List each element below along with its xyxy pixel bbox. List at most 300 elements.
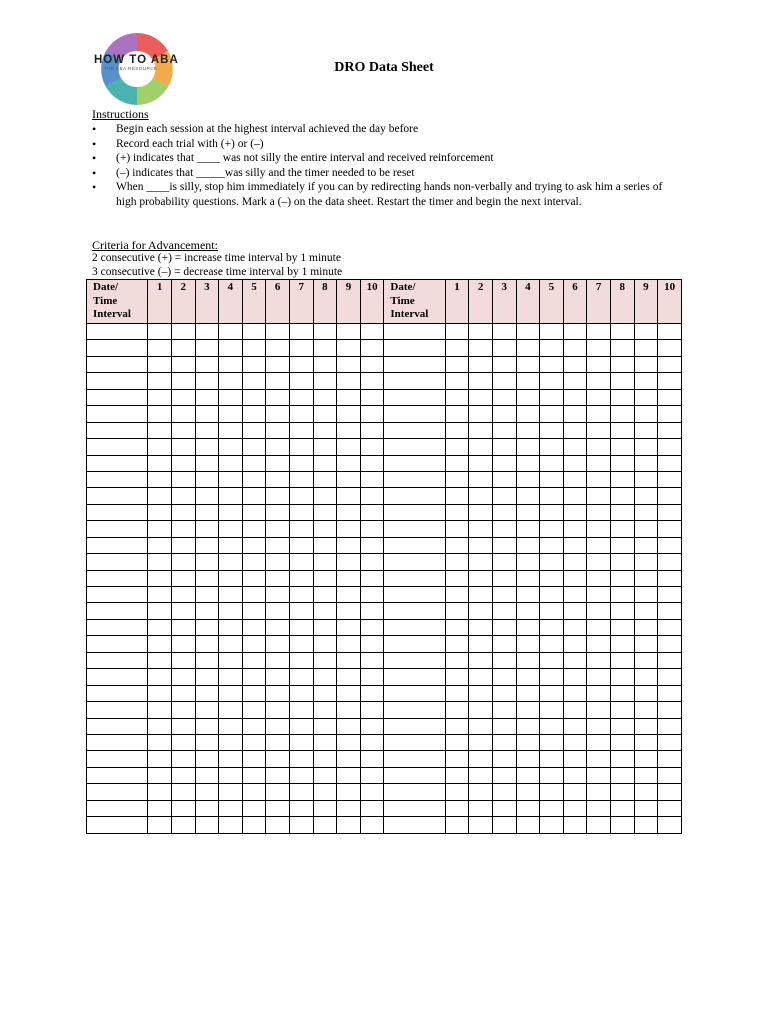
- date-time-cell[interactable]: [87, 537, 148, 553]
- date-time-cell[interactable]: [384, 521, 445, 537]
- trial-cell[interactable]: [337, 784, 361, 800]
- trial-cell[interactable]: [171, 718, 195, 734]
- trial-cell[interactable]: [469, 389, 493, 405]
- trial-cell[interactable]: [195, 406, 219, 422]
- trial-cell[interactable]: [148, 652, 172, 668]
- trial-cell[interactable]: [658, 636, 682, 652]
- trial-cell[interactable]: [171, 488, 195, 504]
- trial-cell[interactable]: [289, 800, 313, 816]
- trial-cell[interactable]: [634, 340, 658, 356]
- trial-cell[interactable]: [587, 734, 611, 750]
- trial-cell[interactable]: [289, 471, 313, 487]
- trial-cell[interactable]: [492, 751, 516, 767]
- trial-cell[interactable]: [219, 389, 243, 405]
- trial-cell[interactable]: [289, 455, 313, 471]
- trial-cell[interactable]: [289, 554, 313, 570]
- trial-cell[interactable]: [171, 800, 195, 816]
- trial-cell[interactable]: [242, 389, 266, 405]
- date-time-cell[interactable]: [87, 603, 148, 619]
- trial-cell[interactable]: [634, 784, 658, 800]
- trial-cell[interactable]: [563, 488, 587, 504]
- trial-cell[interactable]: [148, 734, 172, 750]
- trial-cell[interactable]: [492, 587, 516, 603]
- trial-cell[interactable]: [195, 669, 219, 685]
- trial-cell[interactable]: [195, 455, 219, 471]
- trial-cell[interactable]: [540, 784, 564, 800]
- trial-cell[interactable]: [360, 603, 384, 619]
- trial-cell[interactable]: [445, 422, 469, 438]
- trial-cell[interactable]: [171, 455, 195, 471]
- trial-cell[interactable]: [171, 521, 195, 537]
- trial-cell[interactable]: [445, 718, 469, 734]
- trial-cell[interactable]: [171, 669, 195, 685]
- date-time-cell[interactable]: [384, 817, 445, 833]
- trial-cell[interactable]: [634, 603, 658, 619]
- trial-cell[interactable]: [634, 389, 658, 405]
- trial-cell[interactable]: [469, 652, 493, 668]
- trial-cell[interactable]: [445, 751, 469, 767]
- trial-cell[interactable]: [313, 817, 337, 833]
- trial-cell[interactable]: [492, 652, 516, 668]
- trial-cell[interactable]: [587, 767, 611, 783]
- trial-cell[interactable]: [195, 767, 219, 783]
- trial-cell[interactable]: [242, 669, 266, 685]
- trial-cell[interactable]: [610, 356, 634, 372]
- trial-cell[interactable]: [171, 389, 195, 405]
- trial-cell[interactable]: [219, 817, 243, 833]
- trial-cell[interactable]: [610, 767, 634, 783]
- date-time-cell[interactable]: [384, 669, 445, 685]
- trial-cell[interactable]: [658, 767, 682, 783]
- trial-cell[interactable]: [337, 537, 361, 553]
- trial-cell[interactable]: [469, 767, 493, 783]
- trial-cell[interactable]: [360, 554, 384, 570]
- date-time-cell[interactable]: [87, 587, 148, 603]
- date-time-cell[interactable]: [87, 554, 148, 570]
- trial-cell[interactable]: [445, 537, 469, 553]
- trial-cell[interactable]: [445, 439, 469, 455]
- trial-cell[interactable]: [492, 504, 516, 520]
- trial-cell[interactable]: [610, 669, 634, 685]
- trial-cell[interactable]: [540, 471, 564, 487]
- trial-cell[interactable]: [516, 488, 540, 504]
- trial-cell[interactable]: [516, 702, 540, 718]
- trial-cell[interactable]: [445, 455, 469, 471]
- trial-cell[interactable]: [492, 422, 516, 438]
- trial-cell[interactable]: [563, 324, 587, 340]
- trial-cell[interactable]: [587, 356, 611, 372]
- trial-cell[interactable]: [242, 356, 266, 372]
- trial-cell[interactable]: [242, 817, 266, 833]
- trial-cell[interactable]: [516, 389, 540, 405]
- trial-cell[interactable]: [492, 324, 516, 340]
- date-time-cell[interactable]: [384, 537, 445, 553]
- trial-cell[interactable]: [516, 767, 540, 783]
- trial-cell[interactable]: [266, 800, 290, 816]
- trial-cell[interactable]: [658, 800, 682, 816]
- trial-cell[interactable]: [445, 685, 469, 701]
- trial-cell[interactable]: [360, 521, 384, 537]
- trial-cell[interactable]: [563, 685, 587, 701]
- trial-cell[interactable]: [289, 652, 313, 668]
- trial-cell[interactable]: [313, 619, 337, 635]
- date-time-cell[interactable]: [384, 603, 445, 619]
- trial-cell[interactable]: [445, 603, 469, 619]
- trial-cell[interactable]: [148, 587, 172, 603]
- trial-cell[interactable]: [337, 570, 361, 586]
- trial-cell[interactable]: [445, 406, 469, 422]
- date-time-cell[interactable]: [87, 455, 148, 471]
- trial-cell[interactable]: [587, 669, 611, 685]
- trial-cell[interactable]: [610, 800, 634, 816]
- trial-cell[interactable]: [445, 389, 469, 405]
- trial-cell[interactable]: [219, 800, 243, 816]
- trial-cell[interactable]: [337, 669, 361, 685]
- trial-cell[interactable]: [266, 636, 290, 652]
- trial-cell[interactable]: [195, 718, 219, 734]
- trial-cell[interactable]: [445, 619, 469, 635]
- trial-cell[interactable]: [634, 751, 658, 767]
- date-time-cell[interactable]: [384, 619, 445, 635]
- trial-cell[interactable]: [563, 389, 587, 405]
- trial-cell[interactable]: [658, 504, 682, 520]
- trial-cell[interactable]: [658, 340, 682, 356]
- trial-cell[interactable]: [360, 587, 384, 603]
- trial-cell[interactable]: [313, 373, 337, 389]
- trial-cell[interactable]: [171, 702, 195, 718]
- trial-cell[interactable]: [516, 406, 540, 422]
- trial-cell[interactable]: [540, 455, 564, 471]
- date-time-cell[interactable]: [87, 406, 148, 422]
- trial-cell[interactable]: [516, 504, 540, 520]
- trial-cell[interactable]: [658, 373, 682, 389]
- trial-cell[interactable]: [289, 685, 313, 701]
- trial-cell[interactable]: [492, 439, 516, 455]
- trial-cell[interactable]: [610, 652, 634, 668]
- trial-cell[interactable]: [516, 537, 540, 553]
- trial-cell[interactable]: [219, 455, 243, 471]
- trial-cell[interactable]: [171, 652, 195, 668]
- trial-cell[interactable]: [337, 636, 361, 652]
- trial-cell[interactable]: [634, 619, 658, 635]
- trial-cell[interactable]: [313, 356, 337, 372]
- trial-cell[interactable]: [469, 488, 493, 504]
- trial-cell[interactable]: [516, 455, 540, 471]
- trial-cell[interactable]: [242, 619, 266, 635]
- trial-cell[interactable]: [492, 734, 516, 750]
- trial-cell[interactable]: [469, 751, 493, 767]
- trial-cell[interactable]: [337, 652, 361, 668]
- trial-cell[interactable]: [219, 603, 243, 619]
- trial-cell[interactable]: [445, 356, 469, 372]
- trial-cell[interactable]: [634, 439, 658, 455]
- trial-cell[interactable]: [540, 504, 564, 520]
- trial-cell[interactable]: [658, 702, 682, 718]
- trial-cell[interactable]: [587, 471, 611, 487]
- trial-cell[interactable]: [469, 784, 493, 800]
- trial-cell[interactable]: [516, 800, 540, 816]
- trial-cell[interactable]: [516, 751, 540, 767]
- trial-cell[interactable]: [148, 784, 172, 800]
- trial-cell[interactable]: [658, 619, 682, 635]
- trial-cell[interactable]: [219, 702, 243, 718]
- trial-cell[interactable]: [658, 817, 682, 833]
- trial-cell[interactable]: [658, 587, 682, 603]
- trial-cell[interactable]: [242, 603, 266, 619]
- trial-cell[interactable]: [469, 537, 493, 553]
- trial-cell[interactable]: [492, 669, 516, 685]
- trial-cell[interactable]: [242, 340, 266, 356]
- trial-cell[interactable]: [516, 734, 540, 750]
- trial-cell[interactable]: [242, 784, 266, 800]
- trial-cell[interactable]: [360, 636, 384, 652]
- trial-cell[interactable]: [360, 751, 384, 767]
- trial-cell[interactable]: [658, 685, 682, 701]
- trial-cell[interactable]: [195, 422, 219, 438]
- trial-cell[interactable]: [313, 570, 337, 586]
- trial-cell[interactable]: [219, 669, 243, 685]
- trial-cell[interactable]: [195, 389, 219, 405]
- trial-cell[interactable]: [360, 373, 384, 389]
- date-time-cell[interactable]: [384, 504, 445, 520]
- trial-cell[interactable]: [337, 619, 361, 635]
- trial-cell[interactable]: [634, 554, 658, 570]
- trial-cell[interactable]: [516, 718, 540, 734]
- trial-cell[interactable]: [516, 636, 540, 652]
- trial-cell[interactable]: [148, 669, 172, 685]
- trial-cell[interactable]: [266, 471, 290, 487]
- trial-cell[interactable]: [360, 455, 384, 471]
- trial-cell[interactable]: [171, 324, 195, 340]
- trial-cell[interactable]: [634, 504, 658, 520]
- trial-cell[interactable]: [266, 751, 290, 767]
- trial-cell[interactable]: [148, 439, 172, 455]
- trial-cell[interactable]: [360, 817, 384, 833]
- date-time-cell[interactable]: [384, 389, 445, 405]
- trial-cell[interactable]: [516, 587, 540, 603]
- trial-cell[interactable]: [563, 636, 587, 652]
- trial-cell[interactable]: [445, 702, 469, 718]
- trial-cell[interactable]: [610, 504, 634, 520]
- trial-cell[interactable]: [610, 406, 634, 422]
- trial-cell[interactable]: [492, 554, 516, 570]
- date-time-cell[interactable]: [87, 800, 148, 816]
- trial-cell[interactable]: [516, 784, 540, 800]
- trial-cell[interactable]: [445, 817, 469, 833]
- trial-cell[interactable]: [563, 521, 587, 537]
- trial-cell[interactable]: [195, 521, 219, 537]
- trial-cell[interactable]: [360, 734, 384, 750]
- trial-cell[interactable]: [360, 488, 384, 504]
- trial-cell[interactable]: [148, 422, 172, 438]
- trial-cell[interactable]: [242, 652, 266, 668]
- trial-cell[interactable]: [658, 734, 682, 750]
- date-time-cell[interactable]: [87, 767, 148, 783]
- trial-cell[interactable]: [492, 570, 516, 586]
- trial-cell[interactable]: [469, 619, 493, 635]
- trial-cell[interactable]: [195, 356, 219, 372]
- trial-cell[interactable]: [492, 389, 516, 405]
- trial-cell[interactable]: [587, 537, 611, 553]
- trial-cell[interactable]: [195, 784, 219, 800]
- trial-cell[interactable]: [563, 455, 587, 471]
- trial-cell[interactable]: [266, 767, 290, 783]
- trial-cell[interactable]: [242, 373, 266, 389]
- trial-cell[interactable]: [242, 455, 266, 471]
- trial-cell[interactable]: [540, 324, 564, 340]
- trial-cell[interactable]: [195, 734, 219, 750]
- trial-cell[interactable]: [242, 718, 266, 734]
- date-time-cell[interactable]: [384, 570, 445, 586]
- trial-cell[interactable]: [634, 652, 658, 668]
- trial-cell[interactable]: [360, 504, 384, 520]
- trial-cell[interactable]: [171, 422, 195, 438]
- trial-cell[interactable]: [563, 356, 587, 372]
- trial-cell[interactable]: [360, 702, 384, 718]
- trial-cell[interactable]: [266, 619, 290, 635]
- trial-cell[interactable]: [516, 685, 540, 701]
- trial-cell[interactable]: [634, 636, 658, 652]
- trial-cell[interactable]: [242, 734, 266, 750]
- trial-cell[interactable]: [242, 685, 266, 701]
- trial-cell[interactable]: [195, 800, 219, 816]
- trial-cell[interactable]: [313, 767, 337, 783]
- trial-cell[interactable]: [469, 603, 493, 619]
- trial-cell[interactable]: [266, 603, 290, 619]
- trial-cell[interactable]: [516, 422, 540, 438]
- trial-cell[interactable]: [289, 619, 313, 635]
- trial-cell[interactable]: [171, 570, 195, 586]
- date-time-cell[interactable]: [87, 373, 148, 389]
- trial-cell[interactable]: [337, 587, 361, 603]
- date-time-cell[interactable]: [384, 356, 445, 372]
- date-time-cell[interactable]: [87, 324, 148, 340]
- trial-cell[interactable]: [587, 324, 611, 340]
- trial-cell[interactable]: [516, 324, 540, 340]
- trial-cell[interactable]: [242, 422, 266, 438]
- trial-cell[interactable]: [219, 784, 243, 800]
- trial-cell[interactable]: [289, 356, 313, 372]
- trial-cell[interactable]: [610, 537, 634, 553]
- trial-cell[interactable]: [610, 784, 634, 800]
- trial-cell[interactable]: [337, 455, 361, 471]
- trial-cell[interactable]: [171, 603, 195, 619]
- trial-cell[interactable]: [610, 636, 634, 652]
- trial-cell[interactable]: [540, 619, 564, 635]
- trial-cell[interactable]: [266, 734, 290, 750]
- date-time-cell[interactable]: [87, 521, 148, 537]
- trial-cell[interactable]: [171, 619, 195, 635]
- trial-cell[interactable]: [469, 373, 493, 389]
- date-time-cell[interactable]: [87, 389, 148, 405]
- trial-cell[interactable]: [587, 619, 611, 635]
- trial-cell[interactable]: [445, 471, 469, 487]
- trial-cell[interactable]: [540, 439, 564, 455]
- trial-cell[interactable]: [587, 702, 611, 718]
- trial-cell[interactable]: [360, 537, 384, 553]
- trial-cell[interactable]: [634, 702, 658, 718]
- trial-cell[interactable]: [148, 488, 172, 504]
- trial-cell[interactable]: [313, 800, 337, 816]
- trial-cell[interactable]: [634, 537, 658, 553]
- trial-cell[interactable]: [658, 389, 682, 405]
- trial-cell[interactable]: [313, 554, 337, 570]
- trial-cell[interactable]: [610, 488, 634, 504]
- trial-cell[interactable]: [610, 554, 634, 570]
- trial-cell[interactable]: [289, 817, 313, 833]
- trial-cell[interactable]: [337, 767, 361, 783]
- trial-cell[interactable]: [171, 767, 195, 783]
- trial-cell[interactable]: [563, 751, 587, 767]
- trial-cell[interactable]: [634, 406, 658, 422]
- trial-cell[interactable]: [516, 570, 540, 586]
- trial-cell[interactable]: [360, 619, 384, 635]
- trial-cell[interactable]: [610, 603, 634, 619]
- trial-cell[interactable]: [540, 817, 564, 833]
- trial-cell[interactable]: [634, 455, 658, 471]
- trial-cell[interactable]: [337, 340, 361, 356]
- trial-cell[interactable]: [148, 471, 172, 487]
- trial-cell[interactable]: [195, 587, 219, 603]
- trial-cell[interactable]: [540, 767, 564, 783]
- trial-cell[interactable]: [148, 817, 172, 833]
- trial-cell[interactable]: [563, 537, 587, 553]
- trial-cell[interactable]: [171, 554, 195, 570]
- trial-cell[interactable]: [540, 702, 564, 718]
- trial-cell[interactable]: [587, 718, 611, 734]
- trial-cell[interactable]: [337, 471, 361, 487]
- trial-cell[interactable]: [171, 340, 195, 356]
- trial-cell[interactable]: [563, 340, 587, 356]
- trial-cell[interactable]: [289, 389, 313, 405]
- trial-cell[interactable]: [516, 356, 540, 372]
- date-time-cell[interactable]: [384, 718, 445, 734]
- date-time-cell[interactable]: [384, 471, 445, 487]
- trial-cell[interactable]: [289, 718, 313, 734]
- trial-cell[interactable]: [337, 718, 361, 734]
- trial-cell[interactable]: [587, 603, 611, 619]
- trial-cell[interactable]: [195, 619, 219, 635]
- trial-cell[interactable]: [337, 488, 361, 504]
- trial-cell[interactable]: [266, 570, 290, 586]
- date-time-cell[interactable]: [87, 652, 148, 668]
- trial-cell[interactable]: [195, 817, 219, 833]
- trial-cell[interactable]: [313, 784, 337, 800]
- trial-cell[interactable]: [587, 570, 611, 586]
- trial-cell[interactable]: [469, 422, 493, 438]
- trial-cell[interactable]: [469, 685, 493, 701]
- date-time-cell[interactable]: [87, 619, 148, 635]
- trial-cell[interactable]: [195, 570, 219, 586]
- trial-cell[interactable]: [219, 422, 243, 438]
- trial-cell[interactable]: [469, 587, 493, 603]
- trial-cell[interactable]: [587, 652, 611, 668]
- trial-cell[interactable]: [492, 702, 516, 718]
- trial-cell[interactable]: [313, 636, 337, 652]
- trial-cell[interactable]: [658, 751, 682, 767]
- trial-cell[interactable]: [219, 471, 243, 487]
- trial-cell[interactable]: [563, 603, 587, 619]
- date-time-cell[interactable]: [87, 702, 148, 718]
- trial-cell[interactable]: [266, 422, 290, 438]
- trial-cell[interactable]: [587, 817, 611, 833]
- trial-cell[interactable]: [658, 455, 682, 471]
- trial-cell[interactable]: [148, 455, 172, 471]
- trial-cell[interactable]: [219, 652, 243, 668]
- trial-cell[interactable]: [148, 636, 172, 652]
- trial-cell[interactable]: [219, 685, 243, 701]
- trial-cell[interactable]: [540, 521, 564, 537]
